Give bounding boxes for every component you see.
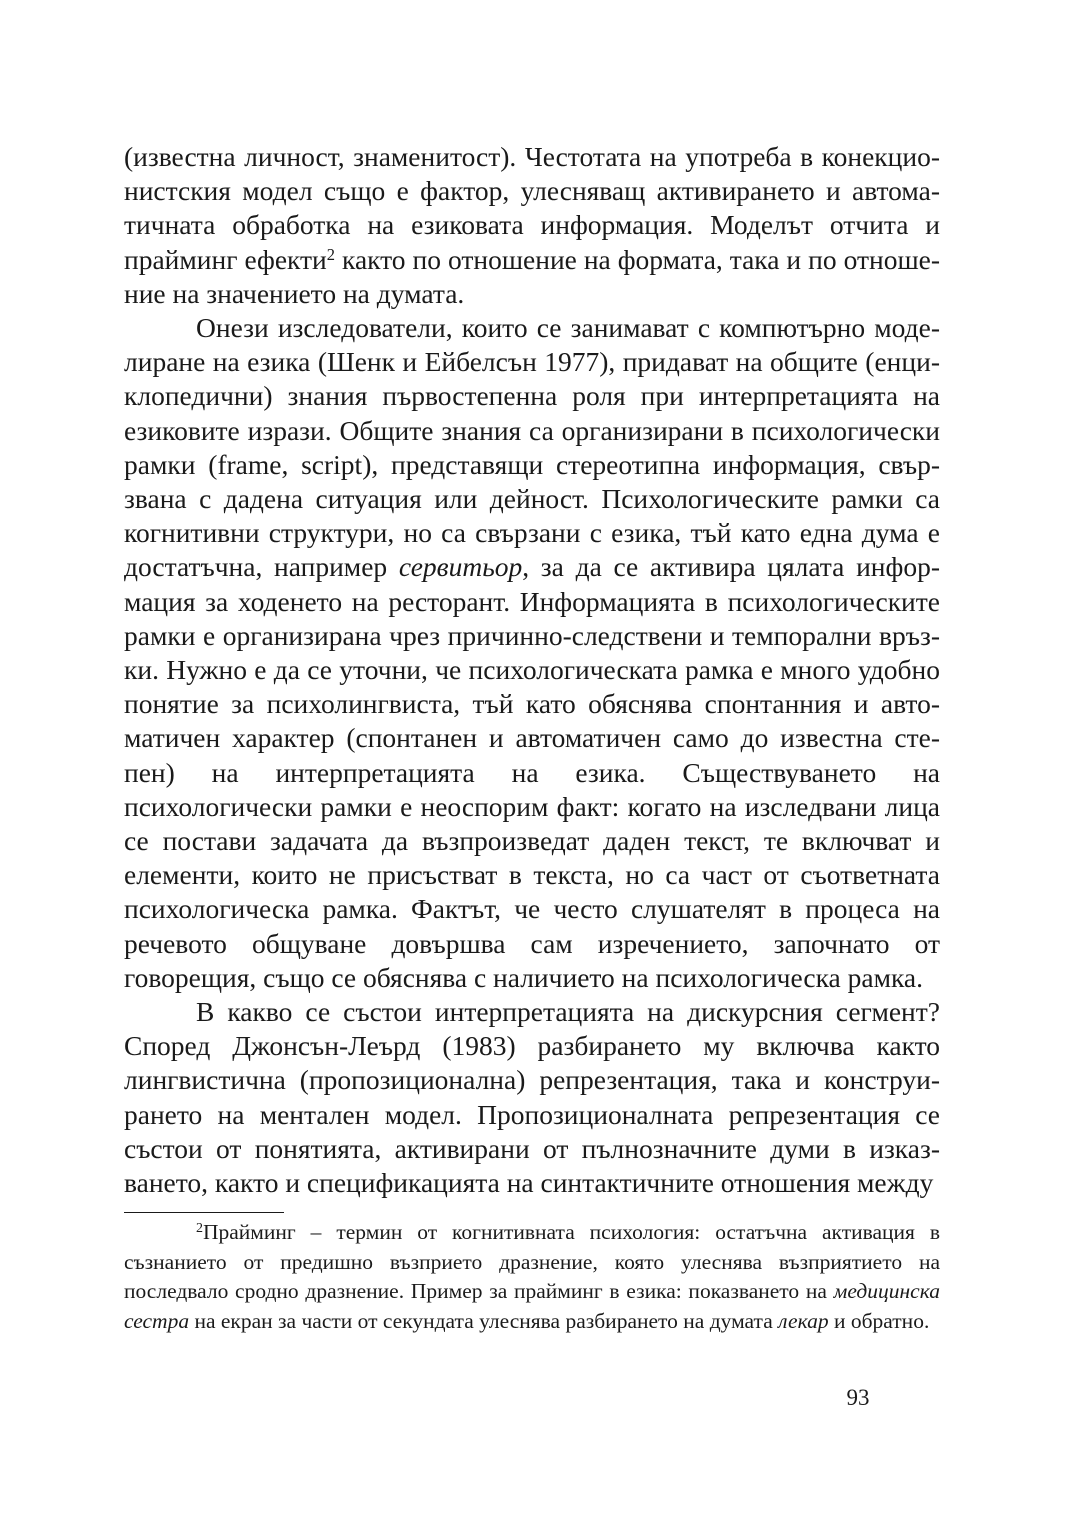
footnote-marker: 2 <box>196 1221 203 1237</box>
text-run: и обратно. <box>828 1308 930 1333</box>
text-run: Прайминг – термин от когнитивната психология: остатъчна активация в съзнанието от предишно възприето дразнение, която улеснява възприятието на последвало сродно дразнение. Пример за прайминг в езика: показването на <box>124 1220 940 1303</box>
paragraph-3 <box>124 995 940 1200</box>
italic-term: сервитьор <box>398 551 523 583</box>
text-run: В какво се състои интерпретацията на дискурсния сегмент? Според Джонсън-Леърд (1983) разбирането му включва както лингвистична (пропозиционална) репрезентация, така и конструирането на ментален модел. Пропозиционалната репрезентация се състои от понятията, активирани от пълнозначните думи в изказването, както и спецификацията на синтактичните отношения между <box>124 996 940 1199</box>
italic-term: лекар <box>778 1308 829 1333</box>
paragraph-2 <box>124 311 940 995</box>
text-run: (известна личност, знаменитост). Честотата на употреба в конекционистския модел също е фактор, улесняващ активирането и автоматичната обработка на езиковата информация. Моделът отчита и прайминг ефекти <box>124 141 940 275</box>
page-body <box>124 140 940 1200</box>
text-run: Онези изследователи, които се занимават с компютърно моделиране на езика (Шенк и Ейбелсън 1977), придават на общите (енциклопедични) знания първостепенна роля при интерпретацията на езиковите изрази. Общите знания са организирани в психологически рамки (frame, script), представящи стереотипна информация, свързвана с дадена ситуация или дейност. Психологическите рамки са когнитивни структури, но са свързани с езика, тъй като една дума е достатъчна, например <box>124 312 940 583</box>
text-run: , за да се активира цялата информация за ходенето на ресторант. Информацията в психологическите рамки е организирана чрез причинно-следствени и темпорални връзки. Нужно е да се уточни, че психологическата рамка е много удобно понятие за психолингвиста, тъй като обяснява спонтанния и автоматичен характер (спонтанен и автоматичен само до известна степен) на интерпретацията на езика. Съществуването на психологически рамки е неоспорим факт: когато на изследвани лица се постави задачата да възпроизведат даден текст, те включват и елементи, които не присъстват в текста, но са част от съответната психологическа рамка. Фактът, че често слушателят в процеса на речевото общуване довършва сам изречението, започнато от говорещия, също се обяснява с наличието на психологическа рамка. <box>124 551 940 993</box>
italic-term: медицинска сестра <box>124 1279 940 1333</box>
main-text <box>124 140 940 1200</box>
page-number: 93 <box>846 1385 870 1410</box>
footnote-reference[interactable]: 2 <box>326 244 336 264</box>
footnote-separator <box>124 1212 284 1213</box>
footnote <box>124 1218 940 1336</box>
text-run: както по отношение на формата, така и по отношение на значението на думата. <box>124 243 940 309</box>
footnote-text <box>124 1218 940 1336</box>
text-run: на екран за части от секундата улеснява разбирането на думата <box>189 1308 779 1333</box>
paragraph-1 <box>124 140 940 311</box>
